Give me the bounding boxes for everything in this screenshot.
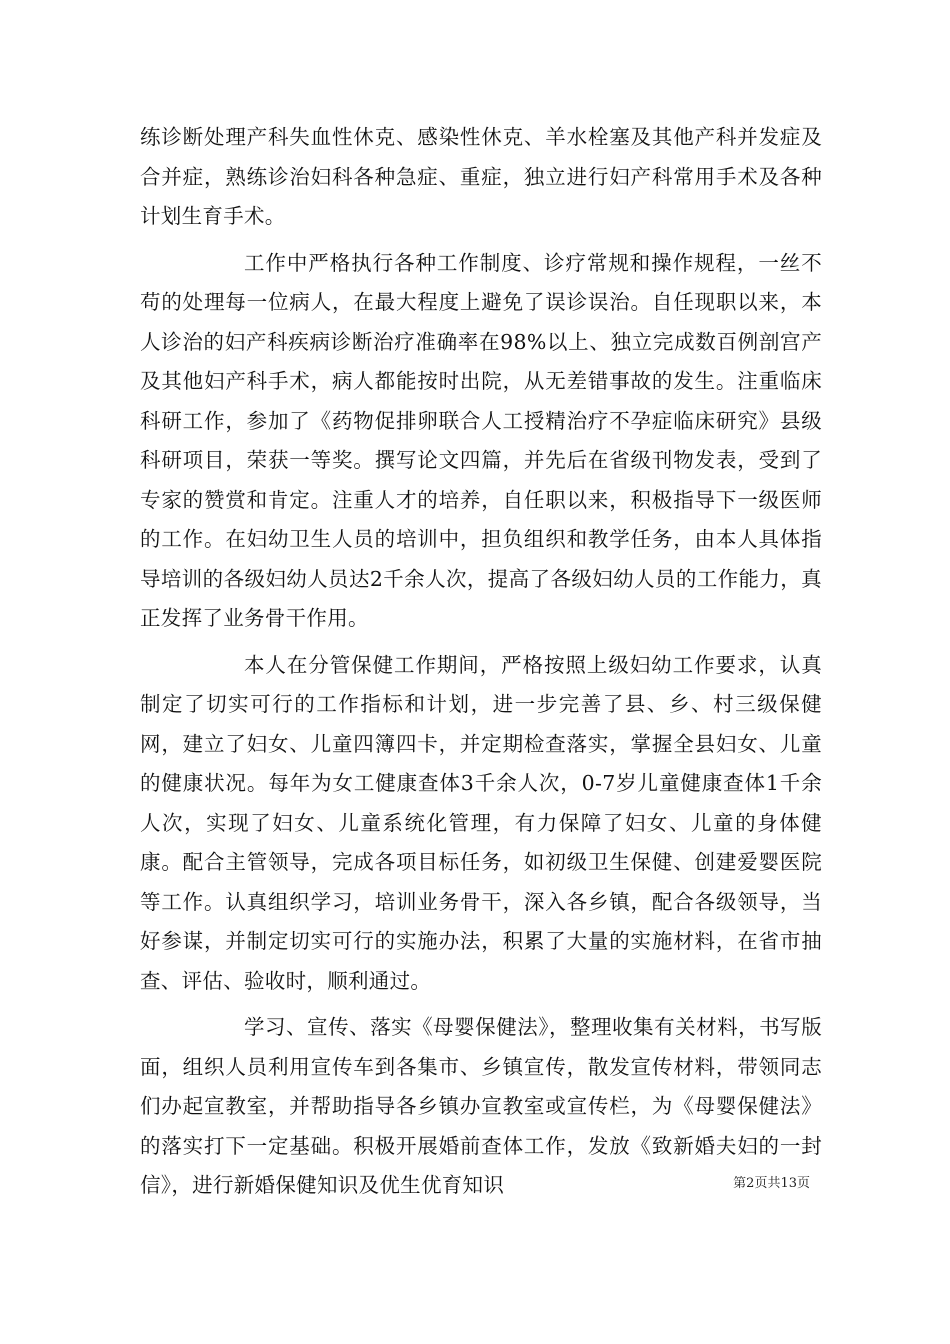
paragraph-maternal-law: 学习、宣传、落实《母婴保健法》，整理收集有关材料，书写版面，组织人员利用宣传车到各集市、乡镇宣传，散发宣传材料，带领同志们办起宣教室，并帮助指导各乡镇办宣教室或宣传栏，为《母婴保健法》的落实打下一定基础。积极开展婚前查体工作，发放《致新婚夫妇的一封信》，进行新婚保健知识及优生优育知识 [140, 1015, 822, 1197]
page-number-footer: 第2页共13页 [733, 1176, 810, 1191]
paragraph-continued: 练诊断处理产科失血性休克、感染性休克、羊水栓塞及其他产科并发症及合并症，熟练诊治妇科各种急症、重症，独立进行妇产科常用手术及各种计划生育手术。 [140, 125, 822, 228]
paragraph-health-care: 本人在分管保健工作期间，严格按照上级妇幼工作要求，认真制定了切实可行的工作指标和计划，进一步完善了县、乡、村三级保健网，建立了妇女、儿童四簿四卡，并定期检查落实，掌握全县妇女、儿童的健康状况。每年为女工健康查体3千余人次，0-7岁儿童健康查体1千余人次，实现了妇女、儿童系统化管理，有力保障了妇女、儿童的身体健康。配合主管领导，完成各项目标任务，如初级卫生保健、创建爱婴医院等工作。认真组织学习，培训业务骨干，深入各乡镇，配合各级领导，当好参谋，并制定切实可行的实施办法，积累了大量的实施材料，在省市抽查、评估、验收时，顺利通过。 [140, 652, 822, 993]
document-body [140, 118, 822, 1206]
paragraph-work-practice: 工作中严格执行各种工作制度、诊疗常规和操作规程，一丝不苟的处理每一位病人，在最大程度上避免了误诊误治。自任现职以来，本人诊治的妇产科疾病诊断治疗准确率在98%以上、独立完成数百例剖宫产及其他妇产科手术，病人都能按时出院，从无差错事故的发生。注重临床科研工作，参加了《药物促排卵联合人工授精治疗不孕症临床研究》县级科研项目，荣获一等奖。撰写论文四篇，并先后在省级刊物发表，受到了专家的赞赏和肯定。注重人才的培养，自任职以来，积极指导下一级医师的工作。在妇幼卫生人员的培训中，担负组织和教学任务，由本人具体指导培训的各级妇幼人员达2千余人次，提高了各级妇幼人员的工作能力，真正发挥了业务骨干作用。 [140, 250, 822, 630]
